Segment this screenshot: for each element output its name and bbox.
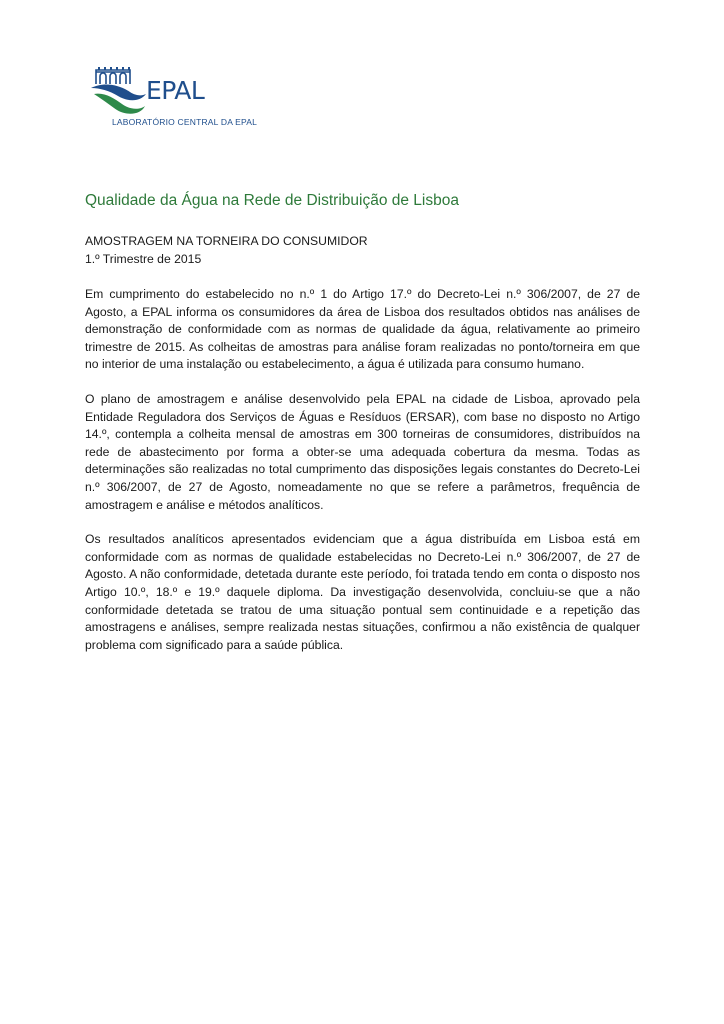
document-subheading: AMOSTRAGEM NA TORNEIRA DO CONSUMIDOR bbox=[85, 234, 368, 248]
paragraph-2: O plano de amostragem e análise desenvolvido pela EPAL na cidade de Lisboa, aprovado pela Entidade Reguladora dos Serviços de Águas e Resíduos (ERSAR), com base no disposto no Artigo 14.º, contempla a colheita mensal de amostras em 300 torneiras de consumidores, distribuídos na rede de abastecimento por forma a obter-se uma adequada cobertura da mesma. Todas as determinações são realizadas no total cumprimento das disposições legais constantes do Decreto-Lei n.º 306/2007, de 27 de Agosto, nomeadamente no que se refere a parâmetros, frequência de amostragem e análise e métodos analíticos. bbox=[85, 391, 640, 512]
document-period: 1.º Trimestre de 2015 bbox=[85, 252, 202, 266]
epal-aqueduct-wave-icon bbox=[88, 58, 148, 118]
paragraph-1: Em cumprimento do estabelecido no n.º 1 do Artigo 17.º do Decreto-Lei n.º 306/2007, de 27 de Agosto, a EPAL informa os consumidores da área de Lisboa dos resultados obtidos nas análises de demonstração de conformidade com as normas de qualidade da água, relativamente ao primeiro trimestre de 2015. As colheitas de amostras para análise foram realizadas no ponto/torneira em que no interior de uma instalação ou estabelecimento, a água é utilizada para consumo humano. bbox=[85, 287, 640, 372]
logo-subtitle: LABORATÓRIO CENTRAL DA EPAL bbox=[112, 117, 258, 127]
paragraph-3: Os resultados analíticos apresentados evidenciam que a água distribuída em Lisboa está em conformidade com as normas de qualidade estabelecidas no Decreto-Lei n.º 306/2007, de 27 de Agosto. A não conformidade, detetada durante este período, foi tratada tendo em conta o disposto nos Artigo 10.º, 18.º e 19.º daquele diploma. Da investigação desenvolvida, concluiu-se que a não conformidade detetada se tratou de uma situação pontual sem continuidade e a repetição das amostragens e análises, sempre realizada nestas situações, confirmou a não existência de qualquer problema com significado para a saúde pública. bbox=[85, 532, 640, 652]
document-title: Qualidade da Água na Rede de Distribuição de Lisboa bbox=[85, 192, 459, 209]
document-body bbox=[85, 192, 640, 671]
epal-logo bbox=[88, 58, 258, 130]
logo-wordmark: EPAL bbox=[146, 76, 205, 105]
